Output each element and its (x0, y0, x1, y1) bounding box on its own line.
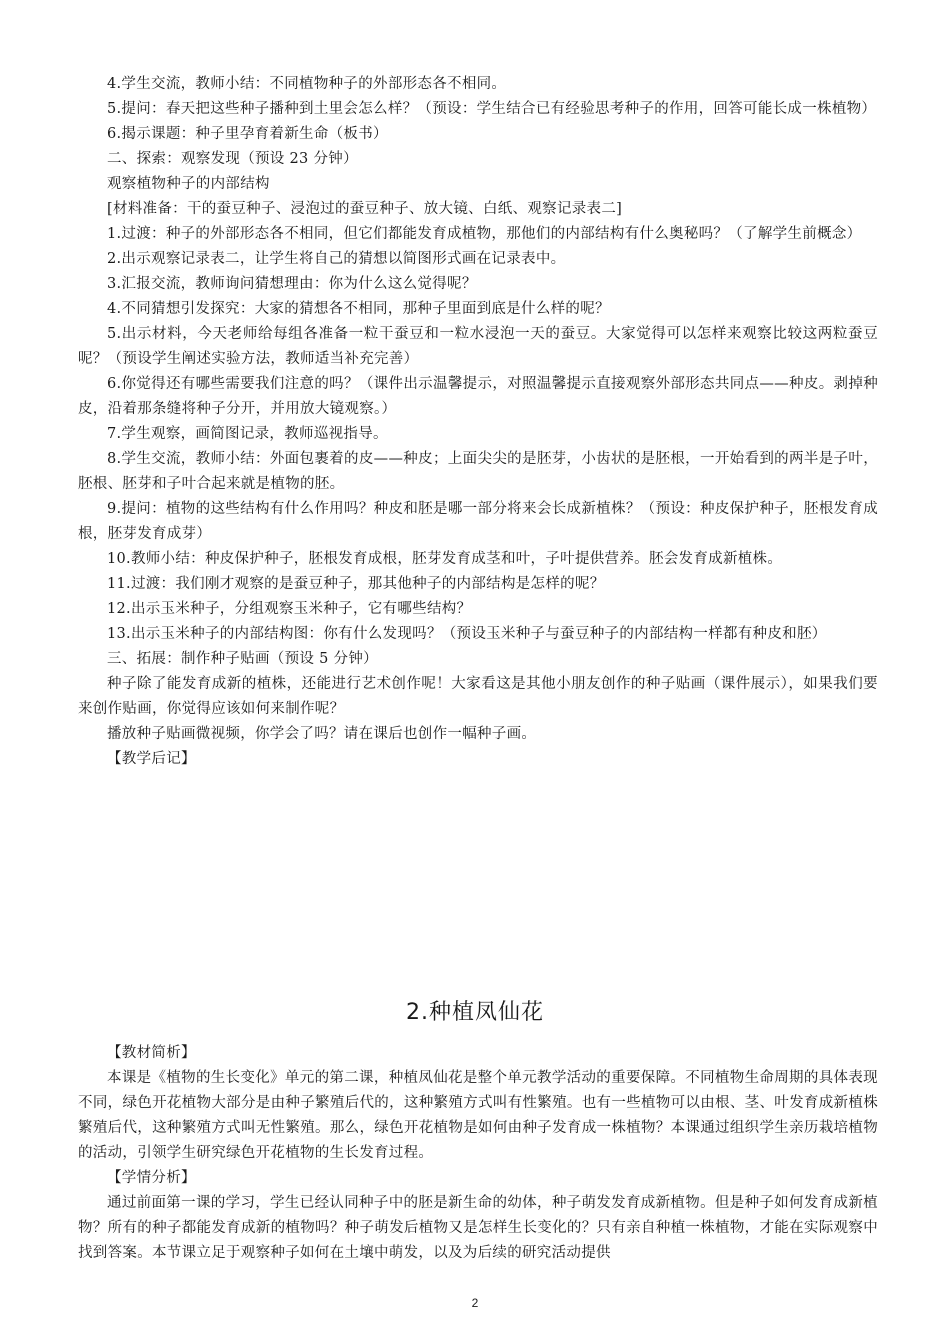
paragraph: 4.学生交流，教师小结：不同植物种子的外部形态各不相同。 (107, 76, 507, 92)
paragraph: 2.出示观察记录表二，让学生将自己的猜想以简图形式画在记录表中。 (107, 251, 566, 267)
paragraph: 6.揭示课题：种子里孕育着新生命（板书） (107, 126, 388, 142)
teaching-notes-heading: 【教学后记】 (107, 751, 196, 767)
analysis-heading: 【教材简析】 (107, 1045, 196, 1061)
paragraph: 4.不同猜想引发探究：大家的猜想各不相同，那种子里面到底是什么样的呢？ (107, 301, 610, 317)
paragraph: 12.出示玉米种子，分组观察玉米种子，它有哪些结构？ (107, 601, 472, 617)
materials-note: [材料准备：干的蚕豆种子、浸泡过的蚕豆种子、放大镜、白纸、观察记录表二] (107, 201, 623, 217)
paragraph: 7.学生观察，画简图记录，教师巡视指导。 (107, 426, 388, 442)
lesson-title: 2.种植凤仙花 (406, 1000, 544, 1025)
paragraph: 9.提问：植物的这些结构有什么作用吗？种皮和胚是哪一部分将来会长成新植株？（预设：种皮保护种子，胚根发育成根，胚芽发育成芽） (78, 501, 878, 542)
top-text-block (78, 72, 878, 772)
paragraph: 通过前面第一课的学习，学生已经认同种子中的胚是新生命的幼体，种子萌发发育成新植物。但是种子如何发育成新植物？所有的种子都能发育成新的植物吗？种子萌发后植物又是怎样生长变化的？只有亲自种植一株植物，才能在实际观察中找到答案。本节课立足于观察种子如何在土壤中萌发，以及为后续的研究活动提供 (78, 1195, 878, 1261)
paragraph: 1.过渡：种子的外部形态各不相同，但它们都能发育成植物，那他们的内部结构有什么奥秘吗？（了解学生前概念） (107, 226, 862, 242)
paragraph: 13.出示玉米种子的内部结构图：你有什么发现吗？（预设玉米种子与蚕豆种子的内部结构一样都有种皮和胚） (107, 626, 827, 642)
analysis-heading: 【学情分析】 (107, 1170, 196, 1186)
paragraph: 11.过渡：我们刚才观察的是蚕豆种子，那其他种子的内部结构是怎样的呢？ (107, 576, 605, 592)
page-number: 2 (471, 1296, 479, 1310)
paragraph: 播放种子贴画微视频，你学会了吗？请在课后也创作一幅种子画。 (107, 726, 537, 742)
section-heading: 三、拓展：制作种子贴画（预设 5 分钟） (107, 651, 378, 667)
paragraph: 5.出示材料，今天老师给每组各准备一粒干蚕豆和一粒水浸泡一天的蚕豆。大家觉得可以怎样来观察比较这两粒蚕豆呢？（预设学生阐述实验方法，教师适当补充完善） (78, 326, 878, 367)
paragraph: 5.提问：春天把这些种子播种到土里会怎么样？（预设：学生结合已有经验思考种子的作用，回答可能长成一株植物） (107, 101, 877, 117)
paragraph: 种子除了能发育成新的植株，还能进行艺术创作呢！大家看这是其他小朋友创作的种子贴画（课件展示），如果我们要来创作贴画，你觉得应该如何来制作呢？ (78, 676, 878, 717)
subheading: 观察植物种子的内部结构 (107, 176, 270, 192)
bottom-text-block (78, 1041, 878, 1266)
paragraph: 6.你觉得还有哪些需要我们注意的吗？（课件出示温馨提示，对照温馨提示直接观察外部形态共同点——种皮。剥掉种皮，沿着那条缝将种子分开，并用放大镜观察。） (78, 376, 878, 417)
paragraph: 8.学生交流，教师小结：外面包裹着的皮——种皮；上面尖尖的是胚芽，小齿状的是胚根，一开始看到的两半是子叶，胚根、胚芽和子叶合起来就是植物的胚。 (78, 451, 878, 492)
section-heading: 二、探索：观察发现（预设 23 分钟） (107, 151, 358, 167)
paragraph: 3.汇报交流，教师询问猜想理由：你为什么这么觉得呢？ (107, 276, 477, 292)
paragraph: 本课是《植物的生长变化》单元的第二课，种植凤仙花是整个单元教学活动的重要保障。不同植物生命周期的具体表现不同，绿色开花植物大部分是由种子繁殖后代的，这种繁殖方式叫有性繁殖。也有一些植物可以由根、茎、叶发育成新植株繁殖后代，这种繁殖方式叫无性繁殖。那么，绿色开花植物是如何由种子发育成一株植物？本课通过组织学生亲历栽培植物的活动，引领学生研究绿色开花植物的生长发育过程。 (78, 1070, 878, 1161)
paragraph: 10.教师小结：种皮保护种子，胚根发育成根，胚芽发育成茎和叶，子叶提供营养。胚会发育成新植株。 (107, 551, 783, 567)
